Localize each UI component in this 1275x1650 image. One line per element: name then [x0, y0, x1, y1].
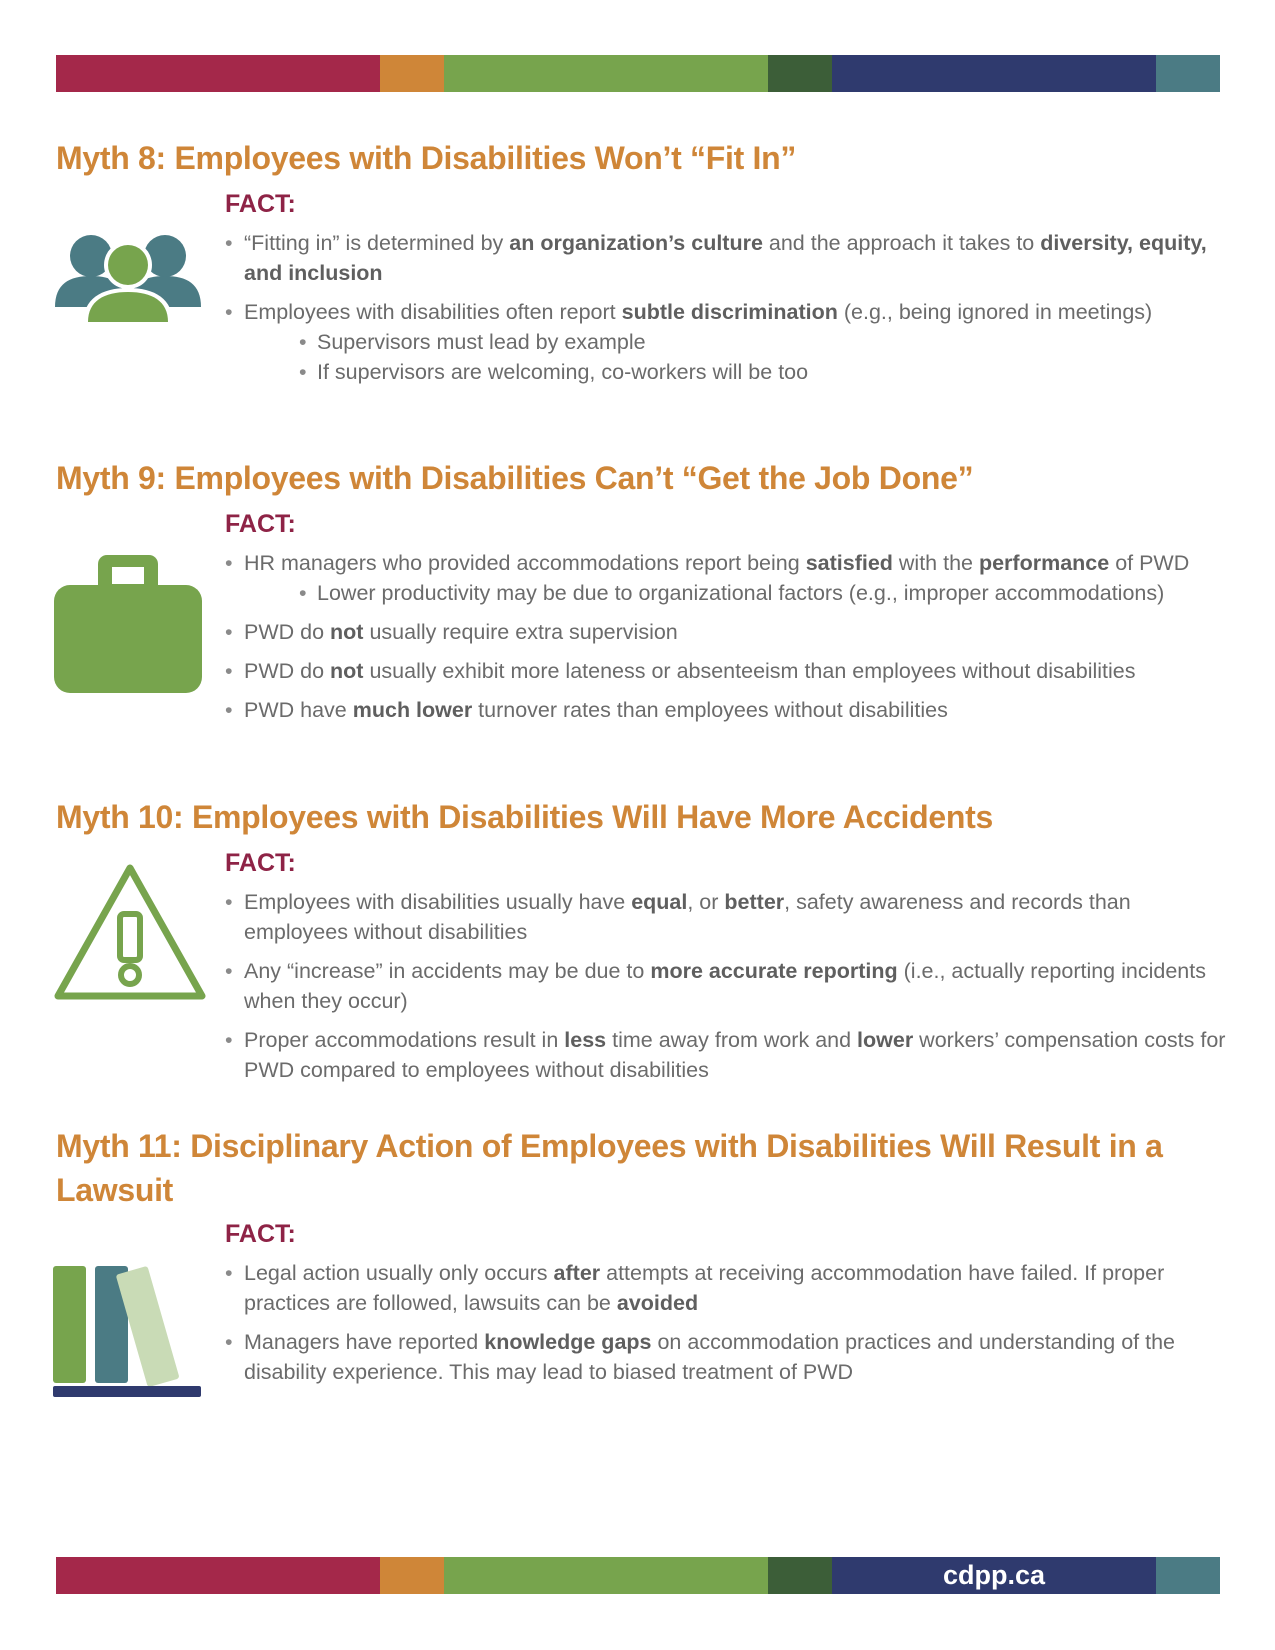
fact-bullet: • HR managers who provided accommodations report being satisfied with the performance of PWD • Lower productivity may be due to organizational factors (e.g., improper accommodations) — [225, 548, 1235, 608]
fact-label: FACT: — [225, 510, 296, 538]
myth-title: Myth 9: Employees with Disabilities Can’t “Get the Job Done” — [56, 460, 974, 496]
color-bar-segment — [56, 1557, 380, 1594]
warning-triangle-icon — [54, 862, 206, 1000]
fact-bullet: • PWD do not usually require extra supervision — [225, 617, 1235, 647]
myth-title: Myth 11: Disciplinary Action of Employees with Disabilities Will Result in a Lawsuit — [56, 1128, 1163, 1208]
color-bar-segment — [56, 55, 380, 92]
color-bar-segment — [1156, 55, 1220, 92]
fact-label: FACT: — [225, 1220, 296, 1248]
people-group-icon — [55, 232, 201, 324]
books-icon — [53, 1262, 203, 1397]
fact-sub-list — [244, 578, 1235, 608]
fact-bullet-list — [225, 548, 1235, 734]
fact-bullet: • Managers have reported knowledge gaps on accommodation practices and understanding of the disability experience. This may lead to biased treatment of PWD — [225, 1327, 1235, 1387]
color-bar-segment — [380, 1557, 444, 1594]
myth-title: Myth 8: Employees with Disabilities Won’t “Fit In” — [56, 140, 797, 176]
fact-label: FACT: — [225, 190, 296, 218]
fact-sub-bullet: • Lower productivity may be due to organizational factors (e.g., improper accommodations) — [299, 578, 1235, 608]
briefcase-icon — [54, 553, 202, 693]
fact-bullet: • “Fitting in” is determined by an organization’s culture and the approach it takes to diversity, equity, and inclusion — [225, 228, 1235, 288]
fact-bullet-list — [225, 1258, 1235, 1396]
bottom-color-bar — [56, 1557, 1220, 1594]
color-bar-segment — [768, 55, 832, 92]
fact-bullet: • Any “increase” in accidents may be due to more accurate reporting (i.e., actually reporting incidents when they occur) — [225, 956, 1235, 1016]
color-bar-segment — [768, 1557, 832, 1594]
color-bar-segment — [380, 55, 444, 92]
fact-bullet: • PWD have much lower turnover rates than employees without disabilities — [225, 695, 1235, 725]
myth-title: Myth 10: Employees with Disabilities Will Have More Accidents — [56, 799, 993, 835]
color-bar-segment — [444, 1557, 768, 1594]
fact-bullet: • Employees with disabilities usually have equal, or better, safety awareness and records than employees without disabilities — [225, 887, 1235, 947]
fact-sub-bullet: • Supervisors must lead by example — [299, 327, 1235, 357]
color-bar-segment — [832, 55, 1156, 92]
color-bar-segment — [444, 55, 768, 92]
fact-bullet: • Proper accommodations result in less time away from work and lower workers’ compensation costs for PWD compared to employees without disabilities — [225, 1025, 1235, 1085]
fact-bullet-list — [225, 887, 1235, 1094]
fact-bullet: • Legal action usually only occurs after attempts at receiving accommodation have failed. If proper practices are followed, lawsuits can be avoided — [225, 1258, 1235, 1318]
color-bar-segment — [1156, 1557, 1220, 1594]
fact-bullet: • PWD do not usually exhibit more lateness or absenteeism than employees without disabilities — [225, 656, 1235, 686]
fact-sub-bullet: • If supervisors are welcoming, co-workers will be too — [299, 357, 1235, 387]
fact-label: FACT: — [225, 849, 296, 877]
footer-url: cdpp.ca — [942, 1560, 1046, 1590]
fact-bullet: • Employees with disabilities often report subtle discrimination (e.g., being ignored in meetings) • Supervisors must lead by example • If supervisors are welcoming, co-workers will be too — [225, 297, 1235, 387]
top-color-bar — [56, 55, 1220, 92]
fact-sub-list — [244, 327, 1235, 387]
color-bar-segment — [832, 1557, 1156, 1594]
fact-bullet-list — [225, 228, 1235, 396]
